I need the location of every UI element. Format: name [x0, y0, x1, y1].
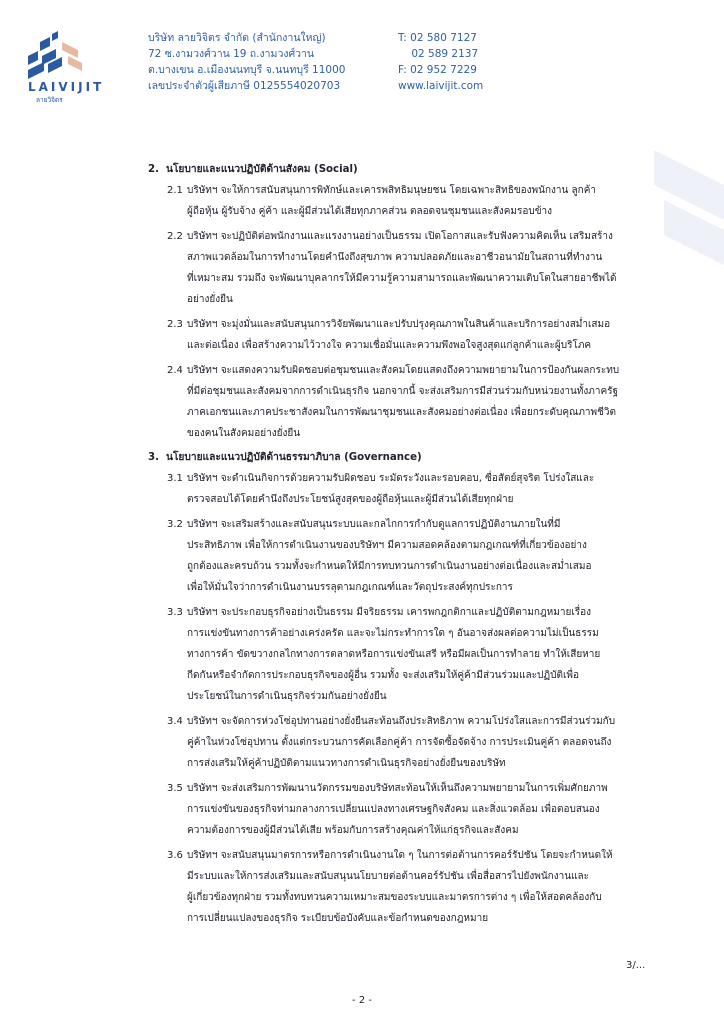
item-text-line: บริษัทฯ จะให้การสนับสนุนการพิทักษ์และเคารพสิทธิมนุษยชน โดยเฉพาะสิทธิของพนักงาน ลูกค้า [187, 185, 597, 196]
logo-wordmark: LAIVIJIT [28, 80, 105, 94]
section-number: 3. [148, 452, 159, 463]
item-text-line: บริษัทฯ จะเสริมสร้างและสนับสนุนระบบและกลไกการกำกับดูแลการปฏิบัติงานภายในที่มี [187, 519, 561, 530]
policy-item [140, 226, 672, 310]
section-title: นโยบายและแนวปฏิบัติด้านธรรมาภิบาล (Governance) [166, 452, 422, 463]
item-number: 3.6 [167, 850, 183, 861]
item-text-line: ผู้เกี่ยวข้องทุกฝ่าย รวมทั้งทบทวนความเหมาะสมของระบบและมาตรการต่าง ๆ เพื่อให้สอดคล้องกับ [187, 892, 602, 903]
item-text-line: อย่างยั่งยืน [187, 294, 233, 305]
continued-marker: 3/... [626, 960, 646, 971]
item-number: 3.4 [167, 716, 183, 727]
item-text-line: ถูกต้องและครบถ้วน รวมทั้งจะกำหนดให้มีการทบทวนการดำเนินงานอย่างต่อเนื่องและสม่ำเสมอ [187, 561, 592, 572]
item-number: 3.2 [167, 519, 183, 530]
policy-item [140, 180, 672, 222]
item-text-line: การแข่งขันของธุรกิจท่ามกลางการเปลี่ยนแปลงทางเศรษฐกิจสังคม และสิ่งแวดล้อม เพื่อตอบสนอง [187, 804, 600, 815]
company-line: บริษัท ลายวิจิตร จำกัด (สำนักงานใหญ่) [148, 32, 326, 44]
section-heading [148, 160, 672, 180]
contact-block [398, 30, 483, 94]
item-text-line: และต่อเนื่อง เพื่อสร้างความไว้วางใจ ความเชื่อมั่นและความพึงพอใจสูงสุดแก่ลูกค้าและผู้บริโภค [187, 340, 592, 351]
item-number: 2.4 [167, 365, 183, 376]
policy-section [140, 448, 672, 929]
policy-item [140, 711, 672, 774]
item-text-line: บริษัทฯ จะดำเนินกิจการด้วยความรับผิดชอบ ระมัดระวังและรอบคอบ, ซื่อสัตย์สุจริต โปร่งใสและ [187, 473, 595, 484]
item-text-line: คู่ค้าในห่วงโซ่อุปทาน ตั้งแต่กระบวนการคัดเลือกคู่ค้า การจัดซื้อจัดจ้าง การประเมินคู่ค้า ตลอดจนถึง [187, 737, 612, 748]
item-text-line: การเปลี่ยนแปลงของธุรกิจ ระเบียบข้อบังคับและข้อกำหนดของกฎหมาย [187, 913, 489, 924]
item-text-line: การแข่งขันทางการค้าอย่างเคร่งครัด และจะไม่กระทำการใด ๆ อันอาจส่งผลต่อความไม่เป็นธรรม [187, 628, 599, 639]
policy-item [140, 602, 672, 707]
item-text-line: มีระบบและให้การส่งเสริมและสนับสนุนนโยบายต่อต้านคอร์รัปชัน เพื่อสื่อสารไปยังพนักงานและ [187, 871, 589, 882]
policy-item [140, 468, 672, 510]
section-heading [148, 448, 672, 468]
item-number: 2.1 [167, 185, 183, 196]
policy-item [140, 778, 672, 841]
document-body [140, 160, 672, 933]
item-text-line: การส่งเสริมให้คู่ค้าปฏิบัติตามแนวทางการดำเนินธุรกิจอย่างยั่งยืนของบริษัท [187, 758, 506, 769]
item-text-line: ผู้ถือหุ้น ผู้รับจ้าง คู่ค้า และผู้มีส่วนได้เสียทุกภาคส่วน ตลอดจนชุมชนและสังคมรอบข้าง [187, 206, 553, 217]
company-line: ต.บางเขน อ.เมืองนนทบุรี จ.นนทบุรี 11000 [148, 64, 346, 76]
item-text-line: บริษัทฯ จะประกอบธุรกิจอย่างเป็นธรรม มีจริยธรรม เคารพกฎกติกาและปฏิบัติตามกฎหมายเรื่อง [187, 607, 592, 618]
contact-line: F: 02 952 7229 [398, 64, 477, 76]
section-title: นโยบายและแนวปฏิบัติด้านสังคม (Social) [166, 164, 358, 175]
policy-item [140, 845, 672, 929]
item-text-line: บริษัทฯ จะสนับสนุนมาตรการหรือการดำเนินงานใด ๆ ในการต่อต้านการคอร์รัปชัน โดยจะกำหนดให้ [187, 850, 613, 861]
item-number: 3.3 [167, 607, 183, 618]
item-text-line: ทางการค้า ขัดขวางกลไกทางการตลาดหรือการแข่งขันเสรี หรือมีผลเป็นการทำลาย ทำให้เสียหาย [187, 649, 601, 660]
item-text-line: เพื่อให้มั่นใจว่าการดำเนินงานบรรลุตามกฎเกณฑ์และวัตถุประสงค์ทุกประการ [187, 582, 513, 593]
policy-item [140, 314, 672, 356]
item-text-line: สภาพแวดล้อมในการทำงานโดยคำนึงถึงสุขภาพ ความปลอดภัยและอาชีวอนามัยในสถานที่ทำงาน [187, 252, 603, 263]
item-text-line: บริษัทฯ จะแสดงความรับผิดชอบต่อชุมชนและสังคมโดยแสดงถึงความพยายามในการป้องกันผลกระทบ [187, 365, 620, 376]
item-number: 2.3 [167, 319, 183, 330]
contact-line: 02 589 2137 [398, 48, 479, 60]
contact-line: www.laivijit.com [398, 80, 484, 92]
item-text-line: ตรวจสอบได้โดยคำนึงถึงประโยชน์สูงสุดของผู้ถือหุ้นและผู้มีส่วนได้เสียทุกฝ่าย [187, 494, 514, 505]
item-text-line: ของคนในสังคมอย่างยั่งยืน [187, 428, 301, 439]
item-text-line: บริษัทฯ จะมุ่งมั่นและสนับสนุนการวิจัยพัฒนาและปรับปรุงคุณภาพในสินค้าและบริการอย่างสม่ำเสมอ [187, 319, 611, 330]
item-number: 3.5 [167, 783, 183, 794]
logo-subtitle: ลายวิจิตร [36, 96, 63, 104]
item-text-line: ประโยชน์ในการดำเนินธุรกิจร่วมกันอย่างยั่งยืน [187, 691, 387, 702]
item-text-line: บริษัทฯ จะจัดการห่วงโซ่อุปทานอย่างยั่งยืนสะท้อนถึงประสิทธิภาพ ความโปร่งใสและการมีส่วนร่วมกับ [187, 716, 616, 727]
item-text-line: บริษัทฯ จะส่งเสริมการพัฒนานวัตกรรมของบริษัทสะท้อนให้เห็นถึงความพยายามในการเพิ่มศักยภาพ [187, 783, 608, 794]
item-text-line: ที่เหมาะสม รวมถึง จะพัฒนาบุคลากรให้มีความรู้ความสามารถและพัฒนาความเติบโตในสายอาชีพได้ [187, 273, 617, 284]
item-text-line: กีดกันหรือจำกัดการประกอบธุรกิจของผู้อื่น รวมทั้ง จะส่งเสริมให้คู่ค้ามีส่วนร่วมและปฏิบัติเพื่อ [187, 670, 579, 681]
policy-item [140, 514, 672, 598]
item-text-line: ประสิทธิภาพ เพื่อให้การดำเนินงานของบริษัทฯ มีความสอดคล้องตามกฎเกณฑ์ที่เกี่ยวข้องอย่าง [187, 540, 587, 551]
company-address-block [148, 30, 345, 94]
company-line: เลขประจำตัวผู้เสียภาษี 0125554020703 [148, 80, 341, 92]
policy-section [140, 160, 672, 444]
contact-line: T: 02 580 7127 [398, 32, 477, 44]
section-number: 2. [148, 164, 159, 175]
item-text-line: ที่มีต่อชุมชนและสังคมจากการดำเนินธุรกิจ นอกจากนี้ จะส่งเสริมการมีส่วนร่วมกับหน่วยงานทั้งภาครัฐ [187, 386, 619, 397]
item-text-line: ภาคเอกชนและภาคประชาสังคมในการพัฒนาชุมชนและสังคมอย่างต่อเนื่อง เพื่อยกระดับคุณภาพชีวิต [187, 407, 617, 418]
item-text-line: บริษัทฯ จะปฏิบัติต่อพนักงานและแรงงานอย่างเป็นธรรม เปิดโอกาสและรับฟังความคิดเห็น เสริมสร้าง [187, 231, 613, 242]
item-number: 2.2 [167, 231, 183, 242]
company-line: 72 ซ.งามวงศ์วาน 19 ถ.งามวงศ์วาน [148, 48, 315, 60]
item-number: 3.1 [167, 473, 183, 484]
page-number: - 2 - [352, 995, 372, 1006]
item-text-line: ความต้องการของผู้มีส่วนได้เสีย พร้อมกับการสร้างคุณค่าให้แก่ธุรกิจและสังคม [187, 825, 519, 836]
policy-item [140, 360, 672, 444]
